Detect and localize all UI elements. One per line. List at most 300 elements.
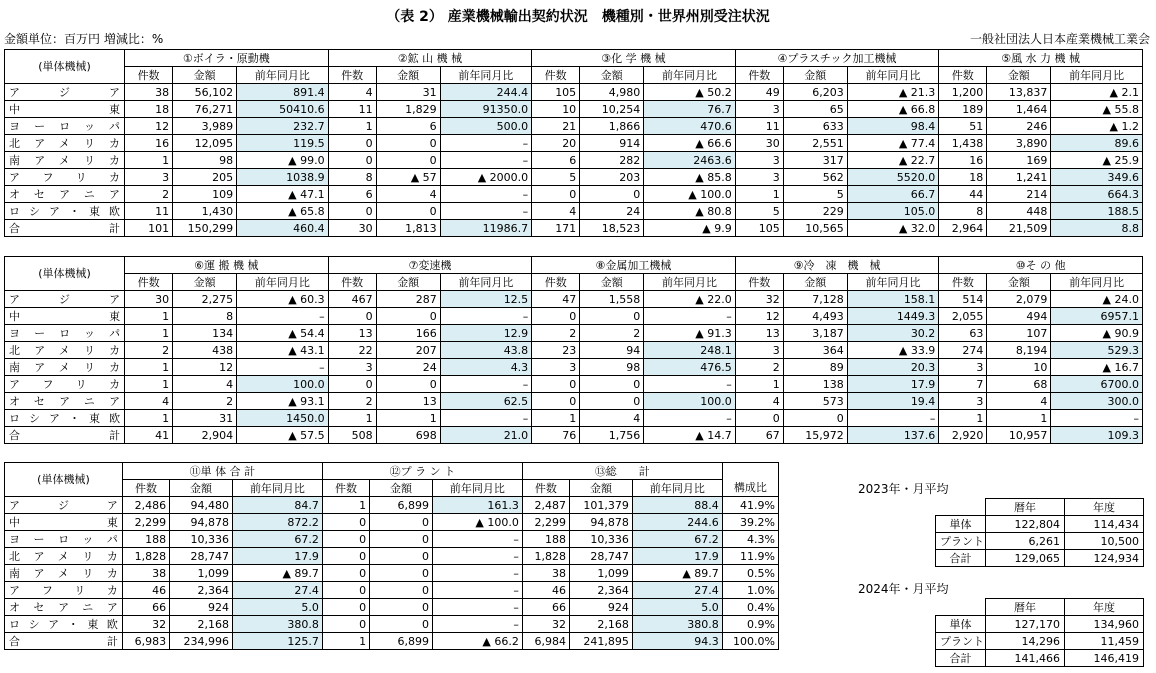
avg-value: 10,500 [1065,533,1144,550]
table-cell: 16 [939,152,987,169]
count-header: 件数 [122,480,169,497]
table-cell: 1450.0 [237,410,329,427]
table-cell: 98 [580,359,644,376]
yoy-header: 前年同月比 [440,67,532,84]
table-cell: 0 [376,203,440,220]
table-cell: 5 [783,186,847,203]
avg-row-label: プラント [936,633,986,650]
table-cell: 16 [125,135,173,152]
table-cell: 1038.9 [237,169,329,186]
table-cell: 4,493 [783,308,847,325]
table-cell: ▲ 66.6 [644,135,736,152]
table-cell: 1.0% [722,582,778,599]
table-cell: 6,984 [522,633,569,650]
table-cell: ▲ 2000.0 [440,169,532,186]
table-cell: 562 [783,169,847,186]
amount-header: 金額 [173,67,237,84]
amount-header: 金額 [580,274,644,291]
table-cell: – [237,308,329,325]
table-cell: – [644,376,735,393]
table-cell: 2,168 [570,616,633,633]
table-cell: 287 [376,291,440,308]
table-row [5,135,1143,152]
table-row [5,393,1143,410]
table-cell: – [440,410,531,427]
table-row [5,410,1143,427]
table-cell: 0.4% [722,599,778,616]
table-cell: 1,099 [170,565,233,582]
table-cell: 47 [532,291,580,308]
table-cell: 30 [125,291,173,308]
category-header: ①ボイラ・原動機 [125,50,329,67]
table-cell: ▲ 47.1 [237,186,329,203]
table-cell: ▲ 33.9 [847,342,939,359]
table-cell: 448 [987,203,1051,220]
table-cell: 56,102 [173,84,237,101]
table-cell: 0 [532,393,580,410]
table-cell: 0 [322,548,369,565]
table-cell: 248.1 [644,342,735,359]
avg-value: 122,804 [986,516,1065,533]
table-cell: 94,878 [570,514,633,531]
count-header: 件数 [125,67,173,84]
table-cell: 274 [939,342,987,359]
table-cell: 0 [532,308,580,325]
table-row [936,533,1144,550]
table-cell: 8 [939,203,987,220]
table-cell: 1 [125,308,173,325]
amount-header: 金額 [987,67,1051,84]
table-cell: 28,747 [570,548,633,565]
category-header: ⑤風 水 力 機 械 [939,50,1143,67]
count-header: 件数 [532,274,580,291]
table-cell: 232.7 [237,118,329,135]
avg2024-title: 2024年・月平均 [858,582,949,596]
yoy-header: 前年同月比 [847,274,939,291]
table-cell: 1,430 [173,203,237,220]
table-cell: 67.2 [632,531,722,548]
block3-table [4,462,779,650]
table-cell: – [432,582,522,599]
table-cell: 3 [125,169,173,186]
region-label: アフリカ [5,169,125,186]
table-cell: 244.6 [632,514,722,531]
avg-value: 6,261 [986,533,1065,550]
table-cell: 244.4 [440,84,532,101]
table-cell: 150,299 [173,220,237,237]
table-cell: 1449.3 [847,308,939,325]
table-cell: – [432,565,522,582]
avg-column-header: 年度 [1065,599,1144,616]
yoy-header: 前年同月比 [644,67,736,84]
table-cell: 0 [370,582,433,599]
block2-body [5,257,1143,444]
region-label: ア ジ ア [5,497,123,514]
amount-header: 金額 [376,274,440,291]
table-cell: 41 [125,427,173,444]
table-cell: 171 [532,220,580,237]
table-cell: 32 [735,291,783,308]
table-cell: 4 [987,393,1051,410]
table-cell: 2 [328,393,376,410]
table-cell: 0 [376,308,440,325]
table-cell: ▲ 22.7 [847,152,939,169]
region-label: 中 東 [5,514,123,531]
table-cell: ▲ 16.7 [1051,359,1143,376]
table-cell: 8.8 [1051,220,1143,237]
table-cell: 189 [939,101,987,118]
table-cell: ▲ 54.4 [237,325,329,342]
table-cell: 2,904 [173,427,237,444]
table-cell: 67.2 [233,531,323,548]
table-cell: 13,837 [987,84,1051,101]
table-cell: 633 [783,118,847,135]
table-cell: 0 [322,599,369,616]
region-label: オセアニア [5,186,125,203]
category-header: ⑨冷 凍 機 械 [735,257,939,274]
share-header: 構成比 [722,480,778,497]
table-cell: ▲ 1.2 [1051,118,1143,135]
table-cell: ▲ 100.0 [644,186,736,203]
table-cell: 18 [125,101,173,118]
table-cell: – [440,308,531,325]
category-header: ⑫プ ラ ン ト [322,463,522,480]
table-cell: 0 [370,599,433,616]
region-label: ロシア・東欧 [5,410,125,427]
avg-value: 129,065 [986,550,1065,567]
table-cell: 5 [735,203,783,220]
amount-header: 金額 [570,480,633,497]
avg-value: 146,419 [1065,650,1144,667]
table-cell: 6,983 [122,633,169,650]
table-cell: – [440,186,532,203]
region-label: ア ジ ア [5,84,125,101]
table-cell: 11 [125,203,173,220]
avg-value: 11,459 [1065,633,1144,650]
table-cell: ▲ 21.3 [847,84,939,101]
table-cell: 101 [125,220,173,237]
avg-row-label: 単体 [936,616,986,633]
table-cell: 76 [532,427,580,444]
table-cell: 188.5 [1051,203,1143,220]
table-cell: 8 [173,308,237,325]
table-cell: 105.0 [847,203,939,220]
table-cell: 21 [532,118,580,135]
table-cell: 494 [987,308,1051,325]
block3-body [5,463,779,650]
table-cell: 11.9% [722,548,778,565]
region-label: アフリカ [5,376,125,393]
table-cell: 65 [783,101,847,118]
table-cell: 241,895 [570,633,633,650]
table-cell: 1,756 [580,427,644,444]
yoy-header: 前年同月比 [1051,67,1143,84]
table-cell: 63 [939,325,987,342]
table-cell: 1 [328,410,376,427]
organization-name: 一般社団法人日本産業機械工業会 [969,32,1150,46]
yoy-header: 前年同月比 [432,480,522,497]
table-cell: 203 [580,169,644,186]
table-cell: 137.6 [847,427,939,444]
table-cell: 234,996 [170,633,233,650]
table-cell: 91350.0 [440,101,532,118]
table-cell: ▲ 55.8 [1051,101,1143,118]
table-cell: 2,364 [570,582,633,599]
yoy-header: 前年同月比 [632,480,722,497]
table-cell: 30.2 [847,325,939,342]
table-cell: 1 [125,359,173,376]
table-cell: 1,828 [522,548,569,565]
table-cell: 23 [532,342,580,359]
table-cell: 11986.7 [440,220,532,237]
table-cell: 7,128 [783,291,847,308]
table-cell: 1,828 [122,548,169,565]
table-cell: 4 [328,84,376,101]
table-cell: 2,486 [122,497,169,514]
block1-table [4,49,1143,237]
table-cell: 5.0 [233,599,323,616]
table-cell: 1,464 [987,101,1051,118]
table-cell: ▲ 66.8 [847,101,939,118]
table-cell: 3,890 [987,135,1051,152]
table-cell: 0 [580,393,644,410]
table-cell: 66 [522,599,569,616]
table-cell: 98.4 [847,118,939,135]
table-cell: ▲ 57.5 [237,427,329,444]
table-cell: 6 [376,118,440,135]
table-row [5,186,1143,203]
table-cell: 0 [370,616,433,633]
table-cell: ▲ 32.0 [847,220,939,237]
avg-value: 124,934 [1065,550,1144,567]
region-label: オセアニア [5,599,123,616]
table-cell: 2 [125,342,173,359]
table-cell: 0 [370,531,433,548]
table-cell: 12.5 [440,291,531,308]
category-header: ⑥運 搬 機 械 [125,257,329,274]
table-cell: 89.6 [1051,135,1143,152]
table-cell: 12 [735,308,783,325]
table-cell: 1 [376,410,440,427]
table-cell: ▲ 22.0 [644,291,735,308]
table-cell: 2 [532,325,580,342]
table-cell: 138 [783,376,847,393]
table-cell: 0 [370,565,433,582]
table-cell: 66.7 [847,186,939,203]
row-header: (単体機械) [5,50,125,84]
table-row [5,497,779,514]
count-header: 件数 [939,274,987,291]
table-cell: ▲ 89.7 [632,565,722,582]
count-header: 件数 [125,274,173,291]
table-cell: 0.5% [722,565,778,582]
category-header: ⑦変速機 [328,257,532,274]
table-cell: 88.4 [632,497,722,514]
table-cell: 698 [376,427,440,444]
table-cell: 12 [125,118,173,135]
table-cell: 6,899 [370,633,433,650]
table-cell: 0 [370,548,433,565]
yoy-header: 前年同月比 [1051,274,1143,291]
table-cell: 0.9% [722,616,778,633]
table-cell: 32 [122,616,169,633]
table-cell: 0 [532,186,580,203]
table-cell: 32 [522,616,569,633]
table-cell: 924 [170,599,233,616]
amount-header: 金額 [580,67,644,84]
row-header: (単体機械) [5,257,125,291]
table-cell: 2 [735,359,783,376]
region-label: 南アメリカ [5,152,125,169]
table-cell: ▲ 65.8 [237,203,329,220]
table-cell: 19.4 [847,393,939,410]
table-cell: 1 [322,633,369,650]
table-cell: 2,487 [522,497,569,514]
table-row [5,220,1143,237]
category-header: ②鉱 山 機 械 [328,50,532,67]
table-row [5,169,1143,186]
table-cell: 4 [376,186,440,203]
table-cell: ▲ 14.7 [644,427,735,444]
table-cell: – [432,531,522,548]
table-cell: 49 [735,84,783,101]
table-cell: 207 [376,342,440,359]
table-cell: ▲ 25.9 [1051,152,1143,169]
region-label: 北アメリカ [5,135,125,152]
table-cell: 0 [783,410,847,427]
table-row [5,548,779,565]
table-cell: 872.2 [233,514,323,531]
table-cell: ▲ 57 [376,169,440,186]
table-cell: 1,813 [376,220,440,237]
table-cell: 0 [580,376,644,393]
table-cell: 0 [322,565,369,582]
table-cell: 380.8 [233,616,323,633]
table-cell: 20.3 [847,359,939,376]
table-row [936,516,1144,533]
table-cell: 3 [939,393,987,410]
table-cell: 188 [522,531,569,548]
table-cell: 573 [783,393,847,410]
table-cell: 119.5 [237,135,329,152]
table-cell: ▲ 77.4 [847,135,939,152]
table-cell: 5.0 [632,599,722,616]
category-header: ⑩そ の 他 [939,257,1143,274]
table-cell: 2,055 [939,308,987,325]
table-cell: 3 [735,169,783,186]
table-cell: 44 [939,186,987,203]
table-cell: 4 [125,393,173,410]
table-cell: 0 [580,186,644,203]
category-header: ⑪単 体 合 計 [122,463,322,480]
table-cell: 300.0 [1051,393,1143,410]
table-cell: 500.0 [440,118,532,135]
table-cell: 0 [328,152,376,169]
table-cell: 22 [328,342,376,359]
table-cell: – [1051,410,1143,427]
table-row [5,616,779,633]
table-cell: 66 [122,599,169,616]
table-cell: 41.9% [722,497,778,514]
table-cell: 94 [580,342,644,359]
table-row [5,531,779,548]
region-label: 北アメリカ [5,548,123,565]
table-cell: 0 [322,616,369,633]
table-cell: 1 [125,325,173,342]
table-cell: 10 [987,359,1051,376]
region-label: ロシア・東欧 [5,616,123,633]
region-label: ヨーロッパ [5,118,125,135]
table-cell: 10,957 [987,427,1051,444]
table-cell: 1,558 [580,291,644,308]
table-cell: 67 [735,427,783,444]
table-cell: 188 [122,531,169,548]
table-cell: 20 [532,135,580,152]
region-label: 南アメリカ [5,359,125,376]
table-cell: ▲ 90.9 [1051,325,1143,342]
table-cell: 13 [735,325,783,342]
avg-row-label: 合計 [936,650,986,667]
table-cell: 2,920 [939,427,987,444]
table-cell: 349.6 [1051,169,1143,186]
amount-header: 金額 [376,67,440,84]
category-header: ④プラスチック加工機械 [735,50,939,67]
avg-corner [936,599,986,616]
table-cell: 169 [987,152,1051,169]
table-cell: 891.4 [237,84,329,101]
region-label: 南アメリカ [5,565,123,582]
table-cell: 1 [735,186,783,203]
table-cell: 438 [173,342,237,359]
table-cell: 4 [580,410,644,427]
region-label: ヨーロッパ [5,325,125,342]
amount-header: 金額 [783,67,847,84]
count-header: 件数 [328,67,376,84]
table-row [5,325,1143,342]
table-cell: 38 [522,565,569,582]
table-cell: 0 [322,514,369,531]
avg-row-label: 単体 [936,516,986,533]
region-label: アフリカ [5,582,123,599]
table-row [5,84,1143,101]
region-label: ロシア・東欧 [5,203,125,220]
table-cell: – [237,359,329,376]
table-cell: 51 [939,118,987,135]
yoy-header: 前年同月比 [233,480,323,497]
table-row [5,565,779,582]
table-cell: 76,271 [173,101,237,118]
table-cell: 514 [939,291,987,308]
table-cell: 2463.6 [644,152,736,169]
table-cell: 2,079 [987,291,1051,308]
table-cell: 2 [125,186,173,203]
table-cell: ▲ 80.8 [644,203,736,220]
table-cell: 0 [322,582,369,599]
region-label: オセアニア [5,393,125,410]
table-row [936,633,1144,650]
yoy-header: 前年同月比 [440,274,531,291]
table-cell: 18 [939,169,987,186]
table-cell: 2,364 [170,582,233,599]
table-cell: 62.5 [440,393,531,410]
table-cell: 4 [173,376,237,393]
table-cell: 0 [328,203,376,220]
region-label: 中 東 [5,308,125,325]
table-cell: 46 [522,582,569,599]
table-cell: 6,899 [370,497,433,514]
table-row [5,152,1143,169]
table-row [5,101,1143,118]
